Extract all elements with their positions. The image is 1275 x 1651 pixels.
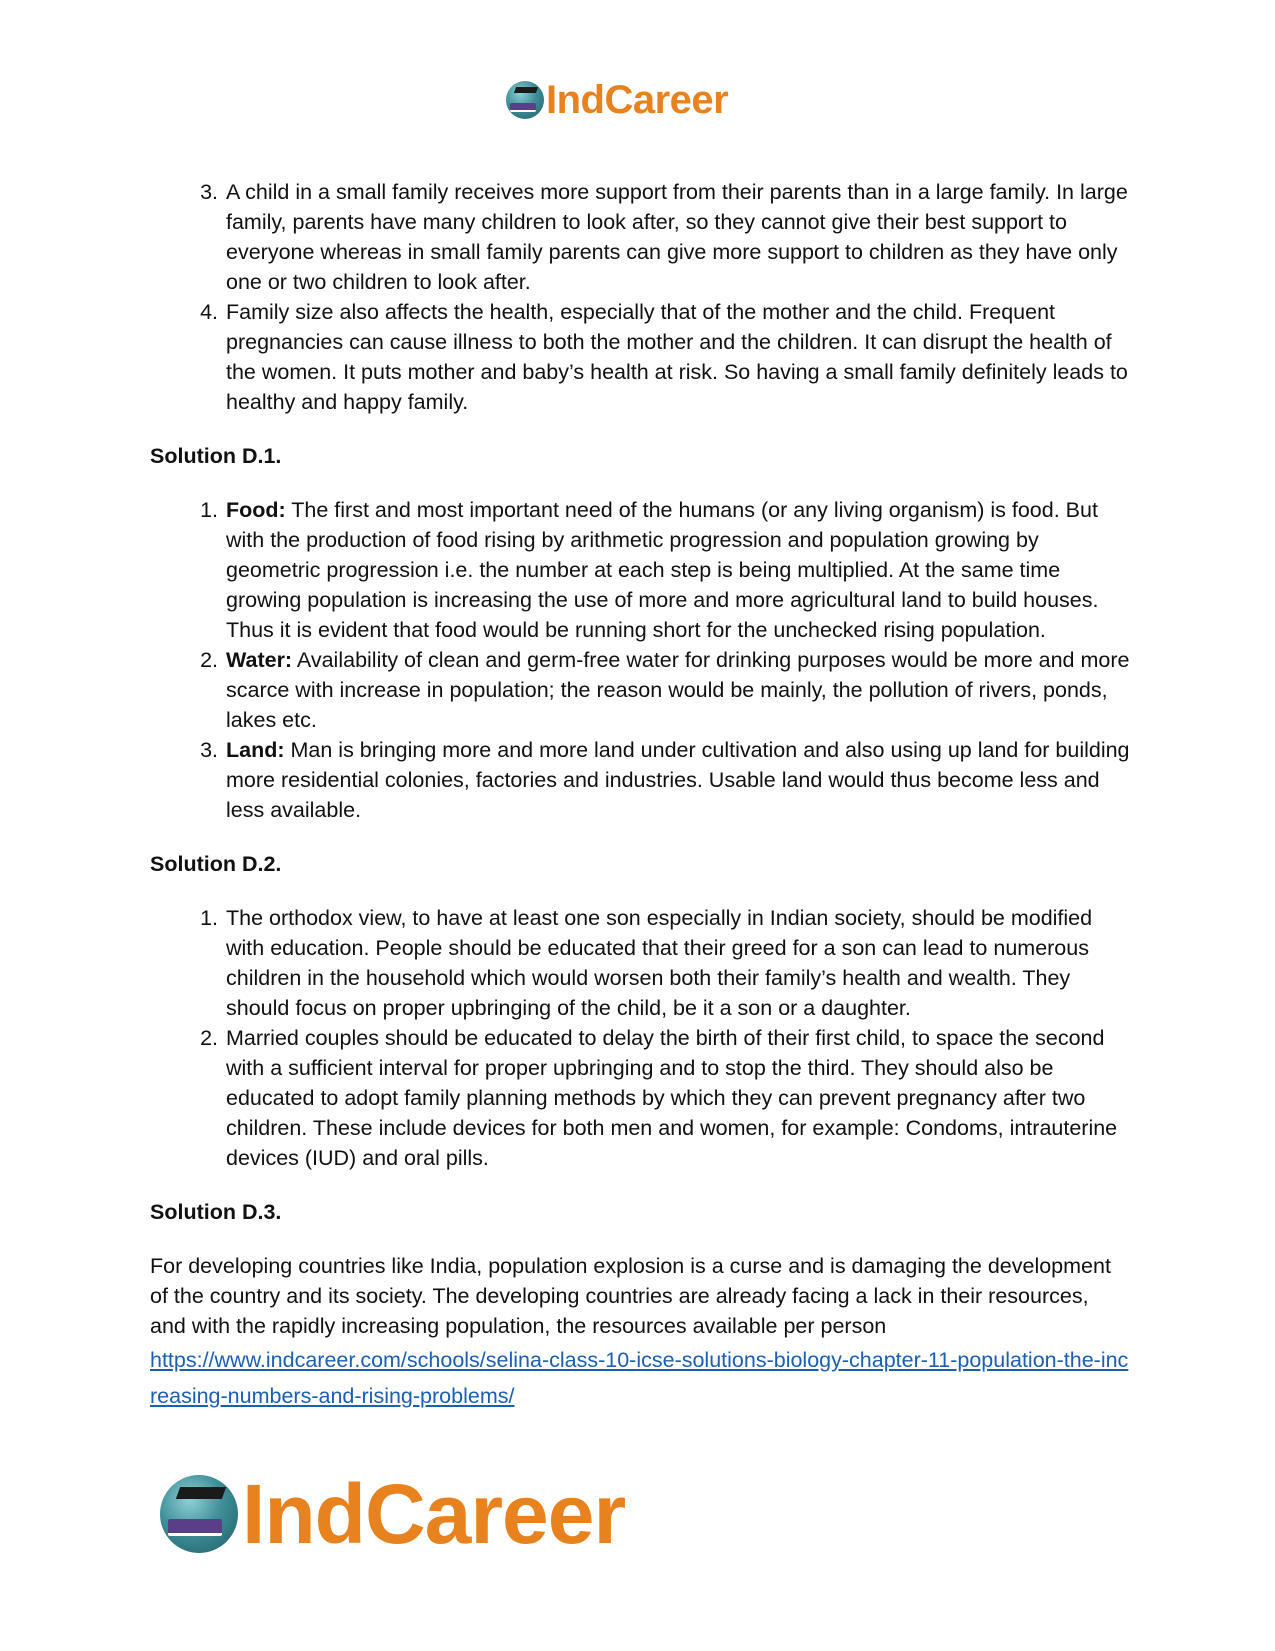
family-size-list	[150, 177, 1130, 417]
solution-d2-heading: Solution D.2.	[150, 852, 282, 876]
item-term: Water:	[226, 648, 293, 672]
graduation-cap-book-icon	[506, 81, 544, 119]
item-term: Land:	[226, 738, 285, 762]
graduation-cap-book-icon	[160, 1475, 238, 1553]
solution-d1-heading: Solution D.1.	[150, 444, 282, 468]
item-term: Food:	[226, 498, 286, 522]
list-item: 3. A child in a small family receives more support from their parents than in a large family. In large family, parents have many children to look after, so they cannot give their best support to everyone whereas in small family parents can give more support to children as they have only one or two children to look after.	[224, 177, 1130, 297]
solution-d2-list	[150, 903, 1130, 1173]
document-body	[150, 177, 1130, 1414]
list-item: 2. Water: Availability of clean and germ-free water for drinking purposes would be more and more scarce with increase in population; the reason would be mainly, the pollution of rivers, ponds, lakes etc.	[224, 645, 1130, 735]
list-item: 4. Family size also affects the health, especially that of the mother and the child. Frequent pregnancies can cause illness to both the mother and the children. It can disrupt the health of the women. It puts mother and baby’s health at risk. So having a small family definitely leads to healthy and happy family.	[224, 297, 1130, 417]
solution-d3-paragraph: For developing countries like India, population explosion is a curse and is damaging the development of the country and its society. The developing countries are already facing a lack in their resources, and with the rapidly increasing population, the resources available per person	[150, 1254, 1111, 1338]
list-item: 1. The orthodox view, to have at least one son especially in Indian society, should be modified with education. People should be educated that their greed for a son can lead to numerous children in the household which would worsen both their family’s health and wealth. They should focus on proper upbringing of the child, be it a son or a daughter.	[224, 903, 1130, 1023]
brand-name: IndCareer	[242, 1467, 626, 1561]
footer-logo	[160, 1467, 626, 1561]
list-item: 3. Land: Man is bringing more and more land under cultivation and also using up land for building more residential colonies, factories and industries. Usable land would thus become less and less available.	[224, 735, 1130, 825]
source-url-link[interactable]: https://www.indcareer.com/schools/selina-class-10-icse-solutions-biology-chapter-11-population-the-increasing-numbers-and-rising-problems/	[150, 1348, 1129, 1408]
brand-name: IndCareer	[546, 78, 729, 122]
list-item: 1. Food: The first and most important need of the humans (or any living organism) is food. But with the production of food rising by arithmetic progression and population growing by geometric progression i.e. the number at each step is being multiplied. At the same time growing population is increasing the use of more and more agricultural land to build houses. Thus it is evident that food would be running short for the unchecked rising population.	[224, 495, 1130, 645]
solution-d3-heading: Solution D.3.	[150, 1200, 282, 1224]
solution-d1-list	[150, 495, 1130, 825]
header-logo	[506, 80, 728, 120]
list-item: 2. Married couples should be educated to delay the birth of their first child, to space the second with a sufficient interval for proper upbringing and to stop the third. They should also be educated to adopt family planning methods by which they can prevent pregnancy after two children. These include devices for both men and women, for example: Condoms, intrauterine devices (IUD) and oral pills.	[224, 1023, 1130, 1173]
